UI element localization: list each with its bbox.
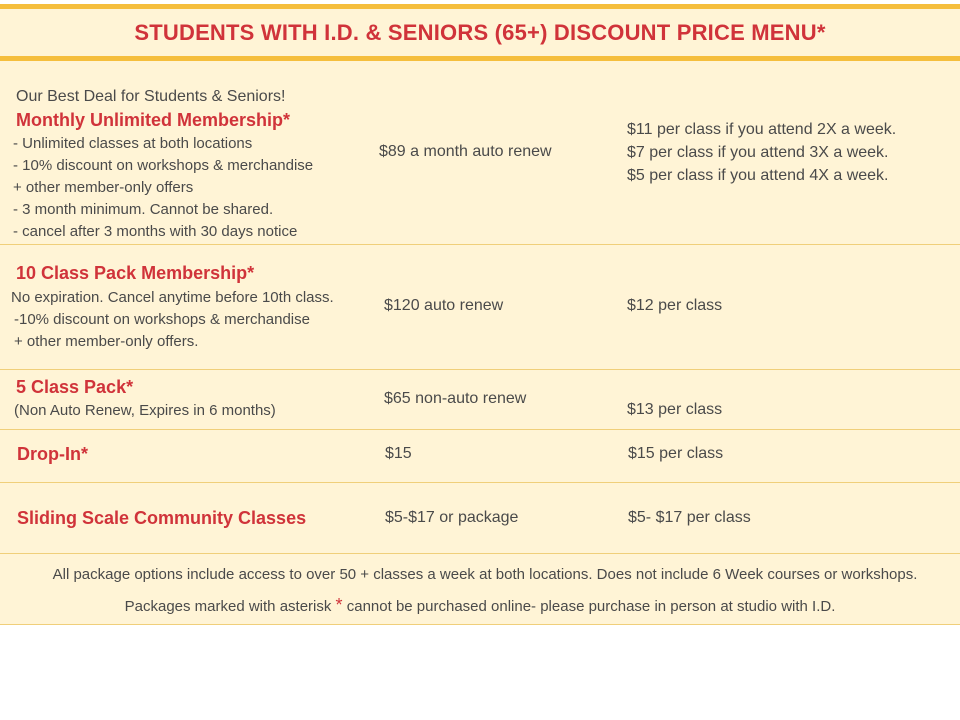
detail-line: No expiration. Cancel anytime before 10th class. <box>11 289 334 306</box>
footer-line-2 <box>0 590 960 622</box>
detail-line: - Unlimited classes at both locations <box>13 135 253 152</box>
detail-line: - 10% discount on workshops & merchandise <box>13 157 314 174</box>
per-class-rate: $15 per class <box>628 445 724 462</box>
package-details <box>11 287 334 353</box>
row-five-class-pack <box>0 370 960 430</box>
package-price: $120 auto renew <box>384 297 504 314</box>
detail-line: -10% discount on workshops & merchandise <box>14 311 310 328</box>
footer-notes <box>0 559 960 622</box>
rate-line: $11 per class if you attend 2X a week. <box>627 121 897 138</box>
package-name: Monthly Unlimited Membership* <box>16 110 291 130</box>
per-class-rate: $13 per class <box>627 401 723 418</box>
per-class-rate: $5- $17 per class <box>628 509 751 526</box>
page-title: STUDENTS WITH I.D. & SENIORS (65+) DISCOUNT PRICE MENU* <box>134 19 826 45</box>
package-details: (Non Auto Renew, Expires in 6 months) <box>14 402 276 419</box>
package-name: Drop-In* <box>17 444 88 464</box>
panel-bottom-border <box>0 624 960 625</box>
row-drop-in <box>0 430 960 483</box>
footer-line-1: All package options include access to over 50 + classes a week at both locations. Does not include 6 Week courses or workshops. <box>52 566 918 583</box>
detail-line: - cancel after 3 months with 30 days notice <box>13 223 298 240</box>
package-details <box>13 133 313 243</box>
row-sliding-scale <box>0 483 960 554</box>
package-name: 10 Class Pack Membership* <box>16 263 255 283</box>
row-intro: Our Best Deal for Students & Seniors! <box>16 88 286 105</box>
package-name: 5 Class Pack* <box>16 377 134 397</box>
price-menu-panel <box>0 61 960 624</box>
detail-line: + other member-only offers. <box>14 333 199 350</box>
rate-line: $7 per class if you attend 3X a week. <box>627 144 889 161</box>
package-price: $5-$17 or package <box>385 509 519 526</box>
asterisk-marker: * <box>335 595 343 615</box>
row-ten-class-pack <box>0 245 960 370</box>
package-price: $89 a month auto renew <box>379 143 552 160</box>
footer-line-2-end: cannot be purchased online- please purchase in person at studio with I.D. <box>346 598 836 615</box>
footer-line-2-start: Packages marked with asterisk <box>124 598 332 615</box>
detail-line: - 3 month minimum. Cannot be shared. <box>13 201 274 218</box>
per-class-rates <box>627 118 896 187</box>
package-name: Sliding Scale Community Classes <box>17 508 307 528</box>
detail-line: + other member-only offers <box>13 179 194 196</box>
package-price: $15 <box>385 445 412 462</box>
per-class-rate: $12 per class <box>627 297 723 314</box>
rate-line: $5 per class if you attend 4X a week. <box>627 167 889 184</box>
title-bar <box>0 9 960 56</box>
row-monthly-unlimited <box>0 61 960 245</box>
package-price: $65 non-auto renew <box>384 390 527 407</box>
